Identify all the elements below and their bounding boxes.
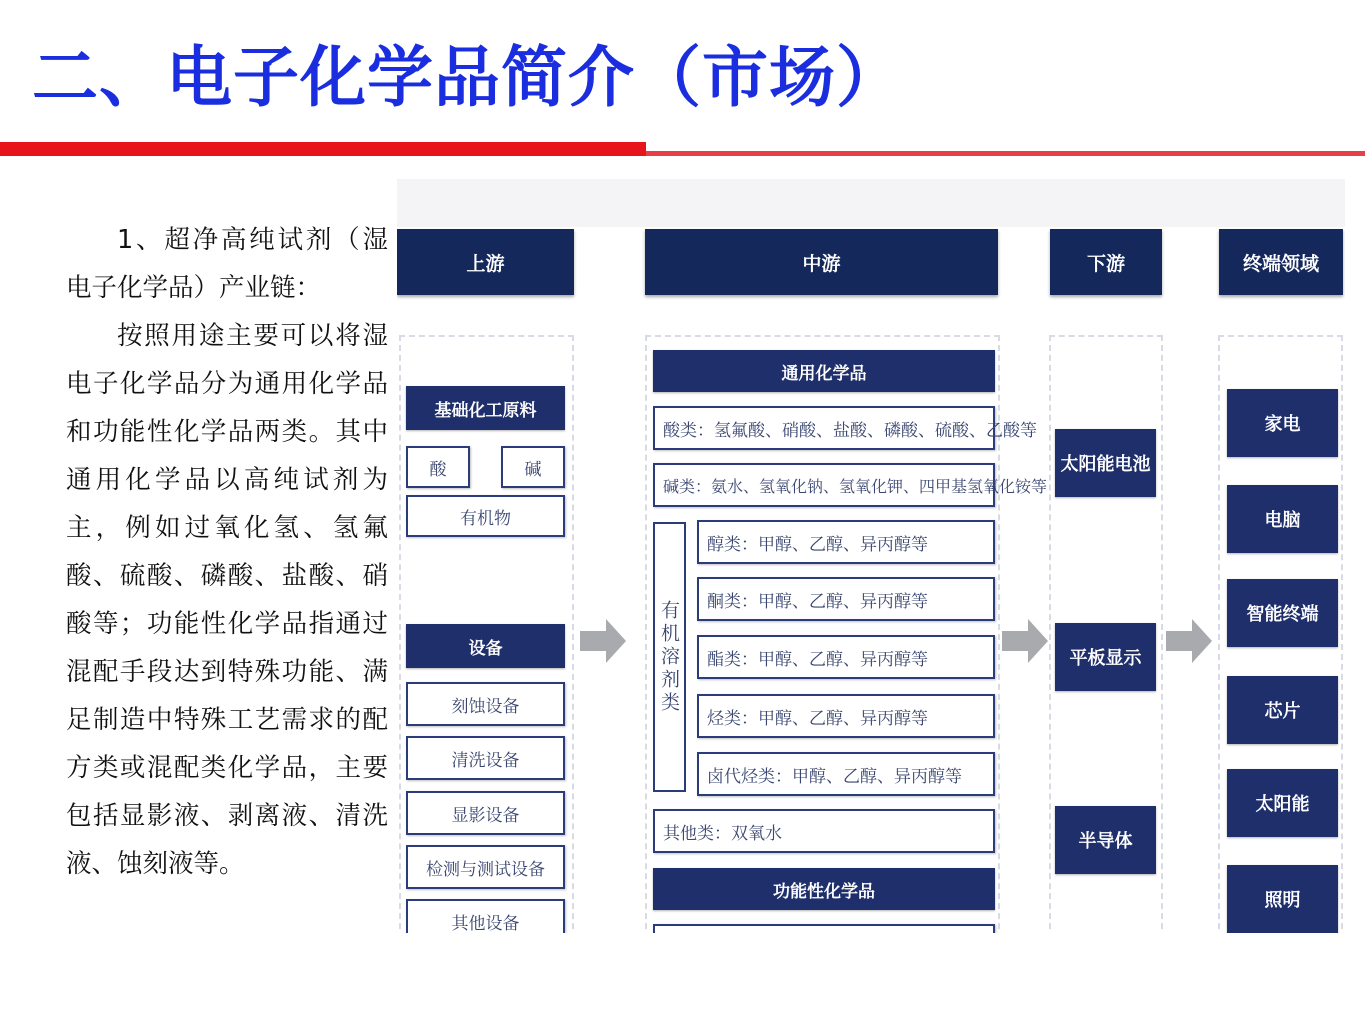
solvent-item: 醇类：甲醇、乙醇、异丙醇等 bbox=[697, 520, 995, 564]
header-midstream: 中游 bbox=[645, 229, 998, 295]
arrow-right-icon bbox=[1002, 617, 1050, 665]
functional-chemicals-next-box bbox=[653, 924, 995, 933]
equipment-item: 检测与测试设备 bbox=[406, 845, 565, 889]
general-chemicals-title: 通用化学品 bbox=[653, 350, 995, 392]
title-rule-thin bbox=[646, 151, 1365, 156]
equipment-item: 显影设备 bbox=[406, 791, 565, 835]
header-terminal: 终端领域 bbox=[1219, 229, 1343, 295]
diagram-top-strip bbox=[397, 179, 1345, 227]
header-upstream: 上游 bbox=[397, 229, 574, 295]
intro-text-block bbox=[66, 216, 388, 888]
organic-box: 有机物 bbox=[406, 495, 565, 537]
terminal-item: 智能终端 bbox=[1227, 579, 1338, 647]
terminal-item: 芯片 bbox=[1227, 676, 1338, 744]
terminal-item: 家电 bbox=[1227, 389, 1338, 457]
solvent-item: 酯类：甲醇、乙醇、异丙醇等 bbox=[697, 635, 995, 679]
bases-box: 碱类：氨水、氢氧化钠、氢氧化钾、四甲基氢氧化铵等 bbox=[653, 463, 995, 507]
arrow-right-icon bbox=[1166, 617, 1214, 665]
terminal-item: 太阳能 bbox=[1227, 769, 1338, 837]
equipment-item: 清洗设备 bbox=[406, 736, 565, 780]
downstream-item: 半导体 bbox=[1055, 806, 1156, 874]
solvent-item: 酮类：甲醇、乙醇、异丙醇等 bbox=[697, 577, 995, 621]
header-downstream: 下游 bbox=[1050, 229, 1162, 295]
solvent-item: 卤代烃类：甲醇、乙醇、异丙醇等 bbox=[697, 752, 995, 796]
equipment-item: 刻蚀设备 bbox=[406, 682, 565, 726]
downstream-item: 太阳能电池 bbox=[1055, 429, 1156, 497]
acid-box: 酸 bbox=[406, 446, 470, 488]
raw-materials-title: 基础化工原料 bbox=[406, 386, 565, 430]
page-title: 二、电子化学品简介（市场） bbox=[32, 39, 903, 116]
others-box: 其他类：双氧水 bbox=[653, 809, 995, 853]
arrow-right-icon bbox=[580, 617, 628, 665]
organic-solvents-label: 有机溶剂类 bbox=[653, 522, 686, 792]
terminal-item: 电脑 bbox=[1227, 485, 1338, 553]
solvent-item: 烃类：甲醇、乙醇、异丙醇等 bbox=[697, 694, 995, 738]
terminal-item: 照明 bbox=[1227, 865, 1338, 933]
acids-box: 酸类：氢氟酸、硝酸、盐酸、磷酸、硫酸、乙酸等 bbox=[653, 406, 995, 450]
industry-chain-diagram bbox=[397, 179, 1345, 933]
title-rule-thick bbox=[0, 142, 646, 156]
equipment-item: 其他设备 bbox=[406, 899, 565, 933]
equipment-title: 设备 bbox=[406, 624, 565, 668]
intro-heading: 1、超净高纯试剂（湿电子化学品）产业链： bbox=[66, 225, 388, 303]
intro-body: 按照用途主要可以将湿电子化学品分为通用化学品和功能性化学品两类。其中通用化学品以高纯试剂为主，例如过氧化氢、氢氟酸、硫酸、磷酸、盐酸、硝酸等；功能性化学品指通过混配手段达到特殊功能、满足制造中特殊工艺需求的配方类或混配类化学品，主要包括显影液、剥离液、清洗液、蚀刻液等。 bbox=[66, 321, 388, 879]
base-box: 碱 bbox=[501, 446, 565, 488]
downstream-item: 平板显示 bbox=[1055, 623, 1156, 691]
functional-chemicals-title: 功能性化学品 bbox=[653, 868, 995, 910]
